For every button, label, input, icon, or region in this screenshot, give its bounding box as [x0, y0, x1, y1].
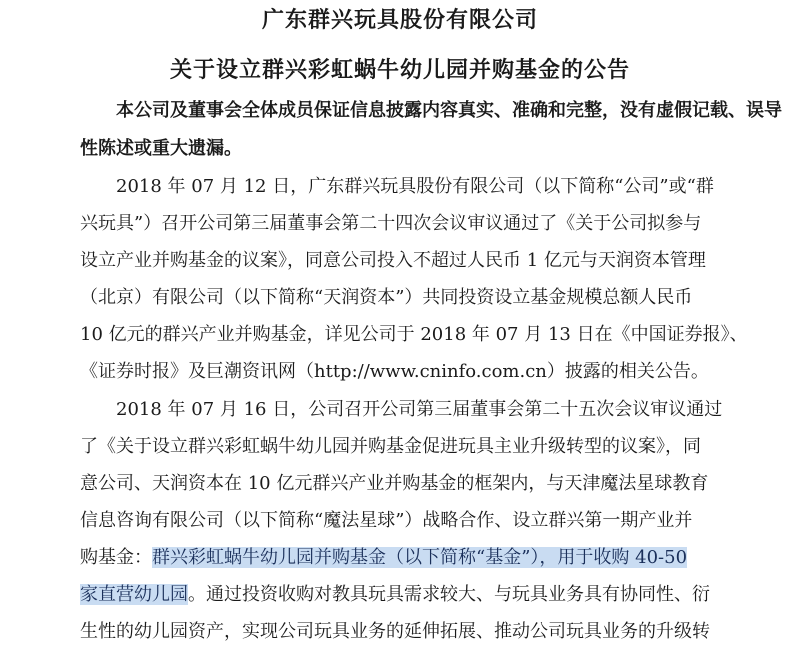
highlighted-fund-name: 群兴彩虹蜗牛幼儿园 [152, 547, 314, 568]
paragraph1-line-4: （北京）有限公司（以下简称“天润资本”）共同投资设立基金规模总额人民币 [80, 287, 693, 308]
paragraph2-line-1: 2018 年 07 月 16 日，公司召开公司第三届董事会第二十五次会议审议通过 [116, 399, 723, 420]
paragraph2-line-6-plain: 。通过投资收购对教具玩具需求较大、与玩具业务具有协同性、衍 [188, 584, 710, 605]
paragraph2-line-5 [80, 545, 687, 571]
announcement-title: 关于设立群兴彩虹蜗牛幼儿园并购基金的公告 [169, 58, 630, 83]
paragraph1-line-1: 2018 年 07 月 12 日，广东群兴玩具股份有限公司（以下简称“公司”或“群 [116, 176, 714, 197]
paragraph2-line-4: 信息咨询有限公司（以下简称“魔法星球”）战略合作、设立群兴第一期产业并 [80, 510, 693, 531]
paragraph2-line-6 [80, 582, 710, 608]
company-name: 广东群兴玩具股份有限公司 [261, 8, 538, 33]
highlighted-fund-detail: 并购基金（以下简称“基金”），用于收购 40-50 [314, 547, 688, 568]
paragraph2-line-7: 生性的幼儿园资产，实现公司玩具业务的延伸拓展、推动公司玩具业务的升级转 [80, 621, 710, 642]
paragraph1-line-6: 《证券时报》及巨潮资讯网（http://www.cninfo.com.cn）披露的相关公告。 [80, 361, 709, 382]
statement-line-2: 性陈述或重大遗漏。 [80, 138, 242, 159]
paragraph2-line-2: 了《关于设立群兴彩虹蜗牛幼儿园并购基金促进玩具主业升级转型的议案》，同 [80, 436, 701, 457]
statement-line-1: 本公司及董事会全体成员保证信息披露内容真实、准确和完整，没有虚假记载、误导 [116, 100, 782, 121]
paragraph1-line-5: 10 亿元的群兴产业并购基金，详见公司于 2018 年 07 月 13 日在《中国证券报》、 [80, 324, 748, 345]
paragraph2-line-3: 意公司、天润资本在 10 亿元群兴产业并购基金的框架内，与天津魔法星球教育 [80, 473, 709, 494]
paragraph1-line-3: 设立产业并购基金的议案》，同意公司投入不超过人民币 1 亿元与天润资本管理 [80, 250, 706, 271]
paragraph1-line-2: 兴玩具”）召开公司第三届董事会第二十四次会议审议通过了《关于公司拟参与 [80, 213, 702, 234]
highlighted-kindergartens: 家直营幼儿园 [80, 584, 188, 605]
paragraph2-line-5-plain: 购基金： [80, 547, 152, 568]
